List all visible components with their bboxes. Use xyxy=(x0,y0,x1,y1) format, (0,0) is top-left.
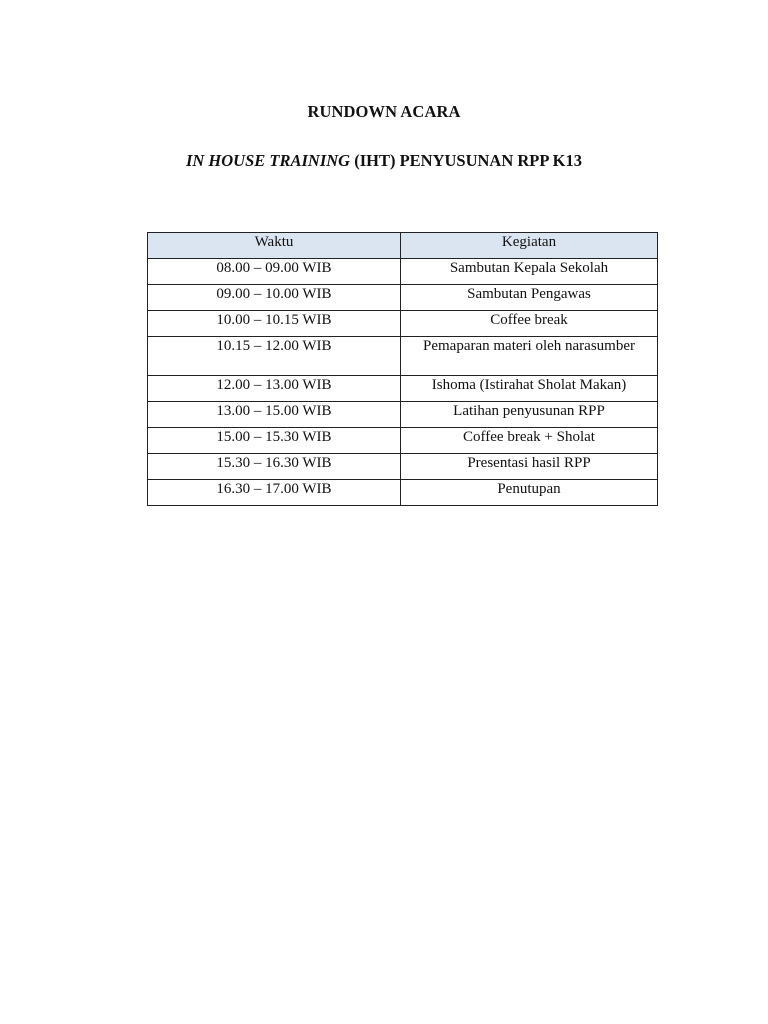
table-row xyxy=(148,376,658,402)
rundown-table xyxy=(147,232,658,506)
document-subtitle xyxy=(0,151,768,171)
cell-waktu: 10.15 – 12.00 WIB xyxy=(148,337,401,376)
cell-waktu: 08.00 – 09.00 WIB xyxy=(148,259,401,285)
table-row xyxy=(148,402,658,428)
cell-kegiatan: Ishoma (Istirahat Sholat Makan) xyxy=(401,376,658,402)
table-row xyxy=(148,285,658,311)
table-row xyxy=(148,337,658,376)
cell-waktu: 15.30 – 16.30 WIB xyxy=(148,454,401,480)
table-row xyxy=(148,480,658,506)
header-kegiatan: Kegiatan xyxy=(401,233,658,259)
cell-kegiatan: Pemaparan materi oleh narasumber xyxy=(401,337,658,376)
cell-kegiatan: Presentasi hasil RPP xyxy=(401,454,658,480)
document-title: RUNDOWN ACARA xyxy=(307,102,461,121)
table-header-row xyxy=(148,233,658,259)
cell-waktu: 13.00 – 15.00 WIB xyxy=(148,402,401,428)
cell-kegiatan: Coffee break xyxy=(401,311,658,337)
cell-waktu: 15.00 – 15.30 WIB xyxy=(148,428,401,454)
table-row xyxy=(148,259,658,285)
cell-waktu: 12.00 – 13.00 WIB xyxy=(148,376,401,402)
cell-kegiatan: Coffee break + Sholat xyxy=(401,428,658,454)
cell-kegiatan: Sambutan Pengawas xyxy=(401,285,658,311)
table-row xyxy=(148,428,658,454)
cell-waktu: 10.00 – 10.15 WIB xyxy=(148,311,401,337)
cell-kegiatan: Penutupan xyxy=(401,480,658,506)
header-waktu: Waktu xyxy=(148,233,401,259)
subtitle-rest: (IHT) PENYUSUNAN RPP K13 xyxy=(350,151,583,170)
cell-kegiatan: Sambutan Kepala Sekolah xyxy=(401,259,658,285)
cell-waktu: 16.30 – 17.00 WIB xyxy=(148,480,401,506)
subtitle-italic-part: IN HOUSE TRAINING xyxy=(185,151,351,170)
table-row xyxy=(148,311,658,337)
cell-kegiatan: Latihan penyusunan RPP xyxy=(401,402,658,428)
cell-waktu: 09.00 – 10.00 WIB xyxy=(148,285,401,311)
table-row xyxy=(148,454,658,480)
